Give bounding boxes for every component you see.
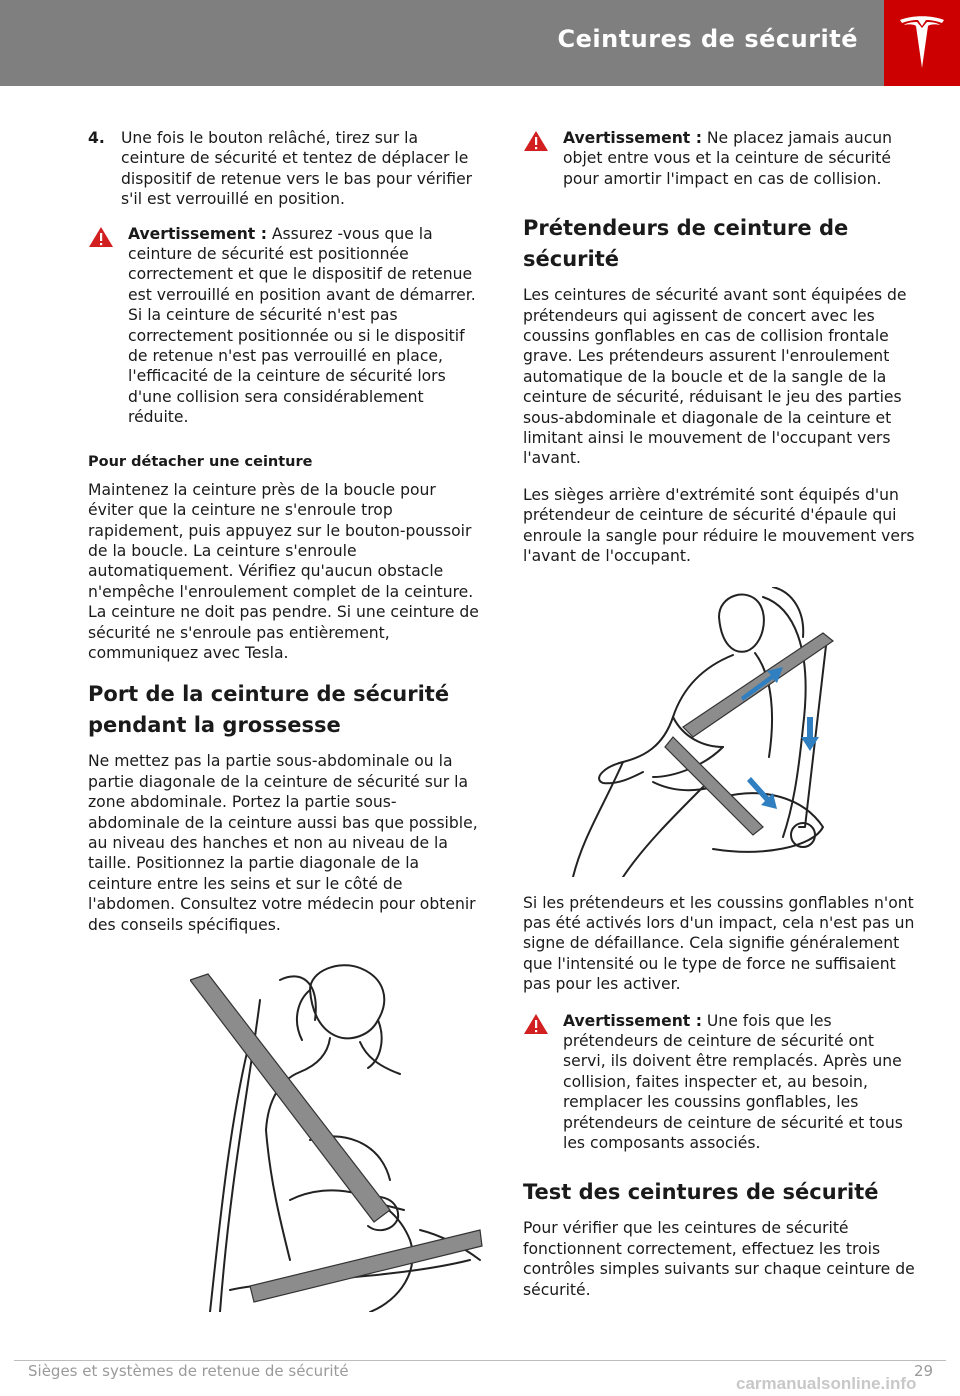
- step-number: 4.: [88, 129, 105, 147]
- warning-label: Avertissement :: [563, 129, 702, 147]
- footer-divider: [14, 1360, 946, 1361]
- pregnant-woman-seatbelt-illustration: [190, 960, 484, 1312]
- warning-label: Avertissement :: [128, 224, 267, 243]
- test-paragraph: Pour vérifier que les ceintures de sécurité fonctionnent correctement, effectuez les trois contrôles simples suivants sur chaque ceinture de sécurité.: [523, 1219, 915, 1299]
- watermark: carmanualsonline.info: [736, 1374, 917, 1393]
- pretensioner-occupant-illustration: [523, 587, 919, 877]
- warning-text-3: [563, 1011, 919, 1154]
- pretensioners-paragraph-3: Si les prétendeurs et les coussins gonflables n'ont pas été activés lors d'un impact, cela n'est pas un signe de défaillance. Cela signifie généralement que l'intensité ou le type de force ne suffisaient pas pour les activer.: [523, 893, 915, 994]
- tesla-logo-icon: [898, 14, 946, 72]
- warning-block-1: [88, 224, 484, 428]
- page-number: 29: [914, 1362, 934, 1380]
- warning-block-2: [523, 128, 919, 189]
- warning-triangle-icon: [523, 130, 549, 152]
- step-text: Une fois le bouton relâché, tirez sur la ceinture de sécurité et tentez de déplacer le dispositif de retenue vers le bas pour vérifier s'il est verrouillé en position.: [121, 129, 473, 209]
- right-column: [523, 128, 919, 1316]
- pretensioners-paragraph-2: Les sièges arrière d'extrémité sont équipés d'un prétendeur de ceinture de sécurité d'épaule qui enroule la sangle pour réduire le mouvement vers l'avant de l'occupant.: [523, 485, 915, 566]
- left-column: [88, 128, 484, 951]
- pregnancy-paragraph: Ne mettez pas la partie sous-abdominale ou la partie diagonale de la ceinture de sécurité sur la zone abdominale. Portez la partie sous-abdominale de la ceinture aussi bas que possible, au niveau des hanches et non au niveau de la taille. Positionnez la partie diagonale de la ceinture entre les seins et sur le côté de l'abdomen. Consultez votre médecin pour obtenir des conseils spécifiques.: [88, 752, 478, 934]
- warning-text-2: [563, 128, 919, 189]
- step-4: [88, 128, 484, 210]
- pretensioners-heading: Prétendeurs de ceinture de sécurité: [523, 216, 849, 272]
- warning-label: Avertissement :: [563, 1011, 702, 1030]
- warning-triangle-icon: [523, 1013, 549, 1035]
- footer-section-name: Sièges et systèmes de retenue de sécurité: [28, 1362, 349, 1380]
- detach-paragraph: Maintenez la ceinture près de la boucle pour éviter que la ceinture ne s'enroule trop rapidement, puis appuyez sur le bouton-poussoir de la boucle. La ceinture s'enroule automatiquement. Vérifiez qu'aucun obstacle n'empêche l'enroulement complet de la ceinture. La ceinture ne doit pas pendre. Si une ceinture de sécurité ne s'enroule pas entièrement, communiquez avec Tesla.: [88, 480, 479, 662]
- warning-block-3: [523, 1011, 919, 1154]
- pretensioners-paragraph-1: Les ceintures de sécurité avant sont équipées de prétendeurs qui agissent de concert avec les coussins gonflables en cas de collision frontale grave. Les prétendeurs assurent l'enroulement automatique de la boucle et de la sangle de la ceinture de sécurité, réduisant le jeu des parties sous-abdominale et diagonale de la ceinture et limitant ainsi le mouvement de l'occupant vers l'avant.: [523, 286, 907, 468]
- warning-body: Une fois que les prétendeurs de ceinture de sécurité ont servi, ils doivent être remplacés. Après une collision, faites inspecter et, au besoin, remplacer les coussins gonflables, les prétendeurs de ceinture de sécurité et tous les composants associés.: [563, 1011, 903, 1152]
- page-title: Ceintures de sécurité: [557, 25, 858, 53]
- detach-heading: Pour détacher une ceinture: [88, 453, 313, 470]
- warning-text-1: [128, 224, 484, 428]
- warning-body: Assurez -vous que la ceinture de sécurité est positionnée correctement et que le dispositif de retenue est verrouillé en position avant de démarrer. Si la ceinture de sécurité n'est pas correctement positionnée ou si le dispositif de retenue n'est pas verrouillé en place, l'efficacité de la ceinture de sécurité lors d'une collision sera considérablement réduite.: [128, 224, 476, 427]
- pregnancy-heading: Port de la ceinture de sécurité pendant la grossesse: [88, 682, 450, 738]
- warning-body: Ne placez jamais aucun objet entre vous et la ceinture de sécurité pour amortir l'impact en cas de collision.: [563, 129, 893, 188]
- test-heading: Test des ceintures de sécurité: [523, 1180, 879, 1205]
- warning-triangle-icon: [88, 226, 114, 248]
- brand-logo-box: [884, 0, 960, 86]
